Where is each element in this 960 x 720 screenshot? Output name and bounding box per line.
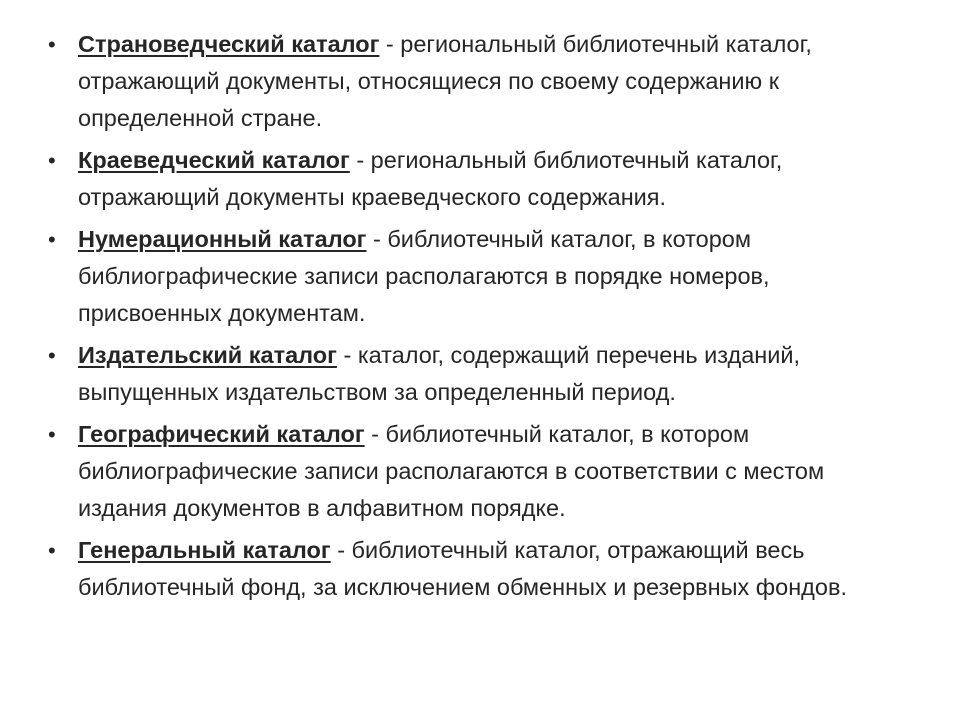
list-item-regional-studies-catalog <box>48 26 900 137</box>
bullet-icon: • <box>48 32 56 57</box>
definition-text: - библиотечный каталог, в котором библиографические записи располагаются в соответствии с местом издания документов в алфавитном порядке. <box>78 421 825 521</box>
list-item-numbering-catalog <box>48 221 900 332</box>
bullet-icon: • <box>48 227 56 252</box>
bullet-icon: • <box>48 343 56 368</box>
term-label: Нумерационный каталог <box>78 226 367 252</box>
bullet-icon: • <box>48 538 56 563</box>
term-label: Издательский каталог <box>78 342 337 368</box>
list-item-general-catalog <box>48 532 900 606</box>
bullet-icon: • <box>48 422 56 447</box>
definition-text: - региональный библиотечный каталог, отражающий документы краеведческого содержания. <box>78 147 783 210</box>
definition-text: - библиотечный каталог, в котором библиографические записи располагаются в порядке номеров, присвоенных документам. <box>78 226 770 326</box>
list-item-local-history-catalog <box>48 142 900 216</box>
term-label: Географический каталог <box>78 421 365 447</box>
definition-text: - библиотечный каталог, отражающий весь библиотечный фонд, за исключением обменных и резервных фондов. <box>78 537 847 600</box>
term-label: Страноведческий каталог <box>78 31 380 57</box>
term-label: Краеведческий каталог <box>78 147 350 173</box>
term-label: Генеральный каталог <box>78 537 331 563</box>
definition-text: - каталог, содержащий перечень изданий, выпущенных издательством за определенный период. <box>78 342 801 405</box>
bullet-icon: • <box>48 148 56 173</box>
list-item-publisher-catalog <box>48 337 900 411</box>
definition-text: - региональный библиотечный каталог, отражающий документы, относящиеся по своему содержанию к определенной стране. <box>78 31 812 131</box>
list-item-geographic-catalog <box>48 416 900 527</box>
catalog-definitions-list <box>48 26 900 606</box>
